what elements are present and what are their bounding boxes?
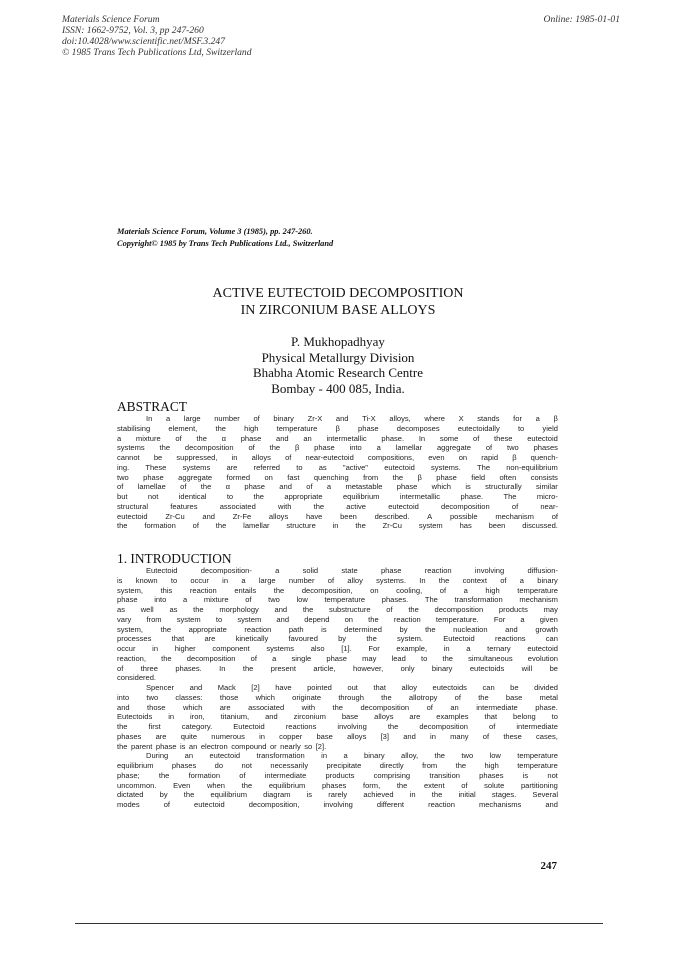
paper-title [118,285,558,319]
intro-line: is known to occur in a large number of alloy systems. In the context of a binary [117,575,558,585]
intro-line: phase; the formation of intermediate products comprising transition phases is not [117,770,558,780]
abstract-line: eutectoid Zr-Cu and Zr-Fe alloys have been described. A possible mechanism of [117,511,558,521]
author-name: P. Mukhopadhyay [291,334,385,349]
page-number: 247 [540,860,557,872]
intro-line: of three phases. In the present article, however, only binary eutectoids will be [117,663,558,673]
intro-line: and those which are associated with the decomposition of an intermediate phase. [117,702,558,712]
introduction-heading: 1. INTRODUCTION [117,551,232,566]
author-division: Physical Metallurgy Division [261,349,415,365]
author-address: Bombay - 400 085, India. [271,380,405,396]
intro-line: vary from system to system and depend on the reaction temperature. For a given [117,614,558,624]
copyright-line-1: Materials Science Forum, Volume 3 (1985), pp. 247-260. [117,227,313,236]
issn-line: ISSN: 1662-9752, Vol. 3, pp 247-260 [62,25,204,36]
publisher-copyright: © 1985 Trans Tech Publications Ltd, Switzerland [62,47,252,58]
intro-line: uncommon. Even when the equilibrium phases form, the extent of solute partitioning [117,780,558,790]
intro-line: system, this reaction entails the decomposition, on cooling, of a high temperature [117,585,558,595]
intro-line: dictated by the equilibrium diagram is rarely achieved in the initial stages. Several [117,790,558,800]
intro-line: phases are quite numerous in copper base alloys [3] and in many of these cases, [117,731,558,741]
intro-line: the first category. Eutectoid reactions involving the decomposition of intermediate [117,722,558,731]
introduction-body [117,566,558,810]
abstract-line: the formation of the lamellar structure in the Zr-Cu system has been discussed. [117,521,558,531]
abstract-line: ing. These systems are referred to as "active" eutectoid systems. The non-equilibrium [117,462,558,472]
abstract-line: In a large number of binary Zr-X and Ti-X alloys, where X stands for a β [146,414,558,423]
abstract-line: systems the decomposition of the β phase into a lamellar aggregate of two phases [117,443,558,453]
journal-header [62,14,252,58]
intro-line: processes that are kinetically favoured by the system. Eutectoid reactions can [117,634,558,644]
intro-line: equilibrium phases do not necessarily precipitate directly from the high temperature [117,761,558,770]
author-block [118,334,558,396]
abstract-line: structural features associated with the active eutectoid decomposition of near- [117,501,558,511]
abstract-line: stabilising element, the high temperature β phase decomposes eutectoidally to yield [117,423,558,433]
online-date: Online: 1985-01-01 [543,14,620,25]
footer-rule [75,923,603,924]
intro-line: Spencer and Mack [2] have pointed out that alloy eutectoids can be divided [146,683,558,692]
intro-line: occur in higher component systems also [1]. For example, in a ternary eutectoid [117,644,558,653]
intro-line: modes of eutectoid decomposition, involving different reaction mechanisms and [117,800,558,809]
copyright-block [117,226,333,250]
title-line-2: IN ZIRCONIUM BASE ALLOYS [240,303,436,318]
intro-line: the parent phase is an electron compound or nearly so [2]. [117,741,327,751]
copyright-line-2: Copyright© 1985 by Trans Tech Publications Ltd., Switzerland [117,239,334,248]
title-line-1: ACTIVE EUTECTOID DECOMPOSITION [212,286,464,301]
intro-line: Eutectoid decomposition- a solid state phase reaction involving diffusion- [146,566,558,575]
abstract-body [117,414,558,531]
abstract-line: cannot be suppressed, in alloys of near-eutectoid compositions, even on rapid β quench- [117,453,558,462]
abstract-line: of lamellae of the α phase and of a metastable phase which is structurally similar [117,482,558,492]
intro-line: into two classes: those which originate through the allotropy of the base metal [117,692,558,702]
intro-line: system, the appropriate reaction path is determined by the nucleation and growth [117,624,558,634]
intro-line: considered. [117,673,157,683]
abstract-heading: ABSTRACT [117,399,187,414]
intro-line: as well as the morphology and the substructure of the decomposition products may [117,605,558,614]
abstract-line: but not identical to the appropriate equilibrium intermetallic phase. The micro- [117,492,558,501]
journal-name: Materials Science Forum [62,14,160,25]
author-institution: Bhabha Atomic Research Centre [252,365,424,380]
intro-line: Eutectoids in iron, titanium, and zirconium base alloys are examples that belong to [117,712,558,722]
intro-line: reaction, the decomposition of a single phase may lead to the simultaneous evolution [117,653,558,663]
abstract-line: two phase aggregate formed on fast quenching from the β phase field often consists [117,472,558,482]
intro-line: phase into a mixture of two low temperature phases. The transformation mechanism [117,595,558,605]
intro-line: During an eutectoid transformation in a binary alloy, the two low temperature [146,751,558,761]
abstract-line: a mixture of the α phase and an intermetallic phase. In some of these eutectoid [117,433,558,443]
doi-link[interactable]: doi:10.4028/www.scientific.net/MSF.3.247 [62,36,225,47]
